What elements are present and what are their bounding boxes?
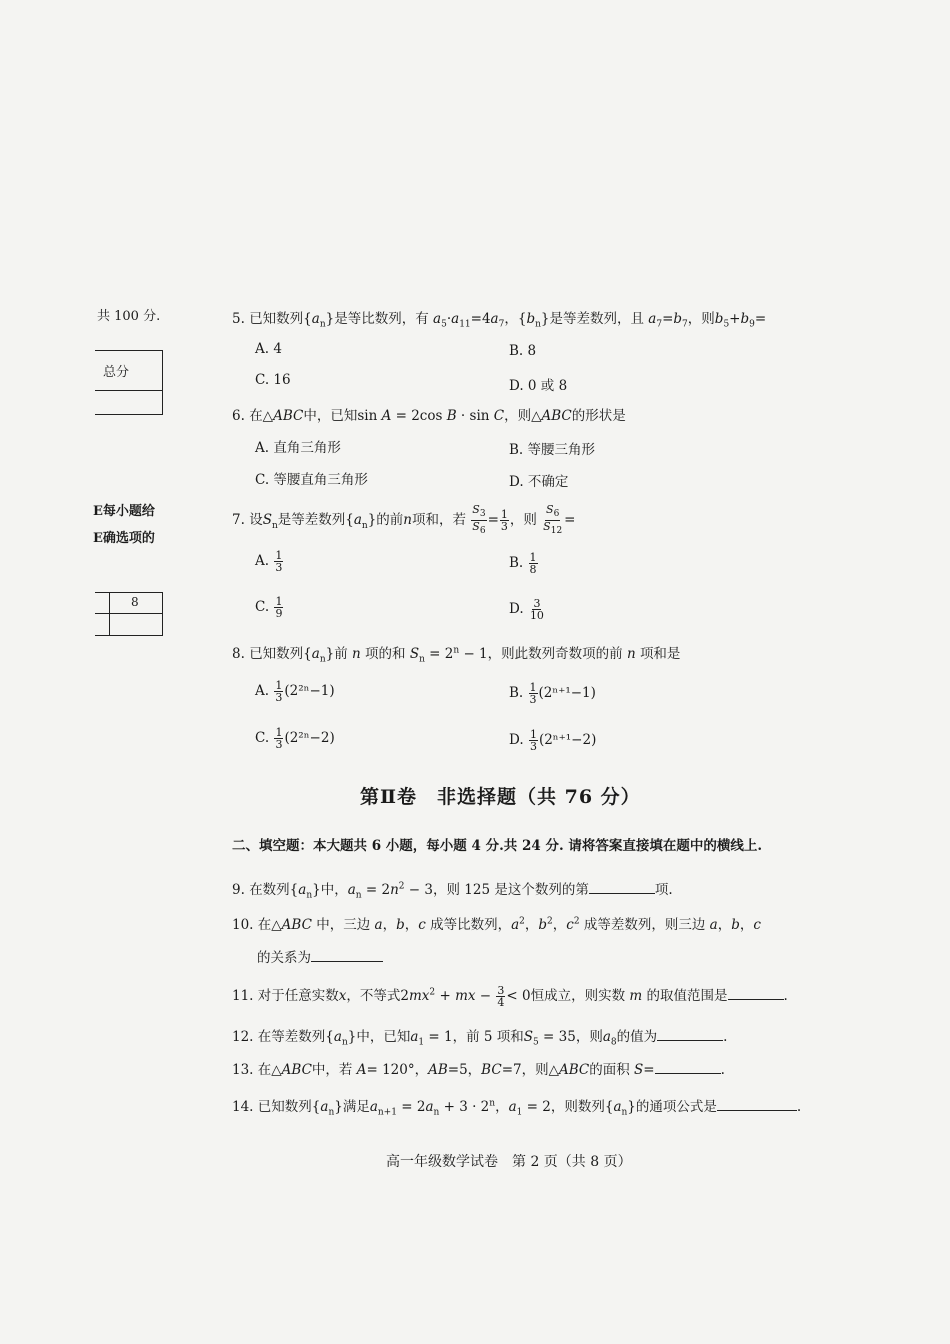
question-14: 14. 已知数列$\{a_n\}$满足$a_{n+1} = 2a_n + 3 \cdot 2^n$，$a_1 = 2$，则数列$\{a_n\}$的通项公式是 .	[232, 1098, 802, 1118]
q6-option-a[interactable]: A. 直角三角形	[255, 440, 341, 456]
score-box	[95, 350, 163, 415]
question-10: 10. 在△ABC 中，三边 a，b，c 成等比数列，$a^2$，$b^2$，$c^2$ 成等差数列，则三边 a，b，c	[232, 916, 761, 933]
q14-answer-blank[interactable]	[717, 1098, 797, 1111]
q13-answer-blank[interactable]	[655, 1061, 721, 1074]
q8-option-c[interactable]: C. $\frac{1}{3}$ (2²ⁿ−2)	[255, 726, 335, 751]
question-8: 8. 已知数列$\{a_n\}$前 n 项的和 $S_n = 2^n - 1$，则此数列奇数项的前 n 项和是	[232, 645, 681, 665]
q8-option-d[interactable]: D. $\frac{1}{3}$ (2ⁿ⁺¹−2)	[509, 728, 597, 753]
q7-option-c[interactable]: C. $\frac{1}{9}$	[255, 595, 283, 620]
q9-answer-blank[interactable]	[589, 881, 655, 894]
q11-answer-blank[interactable]	[728, 987, 784, 1000]
total-score-note: 共 100 分.	[97, 309, 161, 324]
question-7: 7. 设$S_n$是等差数列$\{a_n\}$的前n项和，若 $\frac{S_3}{S_6}$ = $\frac{1}{3}$ ，则 $\frac{S_6}{S_{12}}$ =	[232, 503, 576, 537]
q8-option-b[interactable]: B. $\frac{1}{3}$ (2ⁿ⁺¹−1)	[509, 681, 596, 706]
question-5: 5. 已知数列$\{a_n\}$是等比数列，有 $a_5\cdot a_{11}=4a_7$，$\{b_n\}$是等差数列，且 $a_7=b_7$，则$b_5+b_9=$	[232, 311, 767, 330]
q6-option-d[interactable]: D. 不确定	[509, 474, 569, 490]
q6-option-b[interactable]: B. 等腰三角形	[509, 442, 596, 458]
q8-option-a[interactable]: A. $\frac{1}{3}$ (2²ⁿ−1)	[255, 679, 335, 704]
question-6: 6. 在△ABC中，已知sin A = 2cos B · sin C，则△ABC的形状是	[232, 408, 626, 424]
instruction-fragment-2: E确选项的	[93, 531, 155, 546]
page-footer: 高一年级数学试卷 第 2 页（共 8 页）	[386, 1154, 632, 1170]
question-11: 11. 对于任意实数x，不等式$2mx^2$ + mx − $\frac{3}{4}$ < 0恒成立，则实数 m 的取值范围是 .	[232, 984, 788, 1009]
score-label: 总分	[103, 365, 130, 380]
q5-option-c[interactable]: C. 16	[255, 372, 291, 388]
q6-option-c[interactable]: C. 等腰直角三角形	[255, 472, 368, 488]
q7-option-a[interactable]: A. $\frac{1}{3}$	[255, 549, 283, 574]
q5-option-d[interactable]: D. 0 或 8	[509, 378, 568, 394]
q7-option-b[interactable]: B. $\frac{1}{8}$	[509, 551, 537, 576]
question-13: 13. 在△ABC中，若 A= 120°，AB=5，BC=7，则△ABC的面积 S= .	[232, 1062, 725, 1078]
section-2-instruction: 二、填空题：本大题共 6 小题，每小题 4 分.共 24 分. 请将答案直接填在题中的横线上.	[232, 838, 763, 854]
question-9: 9. 在数列$\{a_n\}$中，$a_n = 2n^2 - 3$，则 125 是这个数列的第 项.	[232, 881, 673, 901]
q12-answer-blank[interactable]	[657, 1028, 723, 1041]
q5-option-b[interactable]: B. 8	[509, 343, 537, 359]
question-10-cont: 的关系为	[257, 946, 383, 966]
question-12: 12. 在等差数列$\{a_n\}$中，已知$a_1 = 1$，前 5 项和$S_5 = 35$，则$a_8$的值为 .	[232, 1029, 728, 1048]
q10-answer-blank[interactable]	[311, 949, 383, 962]
score-grid	[95, 592, 163, 636]
instruction-fragment-1: E每小题给	[93, 504, 155, 519]
score-cell: 8	[131, 595, 139, 609]
section-2-title: 第Ⅱ卷 非选择题（共 76 分）	[360, 786, 641, 808]
q7-option-d[interactable]: D. $\frac{3}{10}$	[509, 597, 544, 622]
q5-option-a[interactable]: A. 4	[255, 341, 282, 357]
